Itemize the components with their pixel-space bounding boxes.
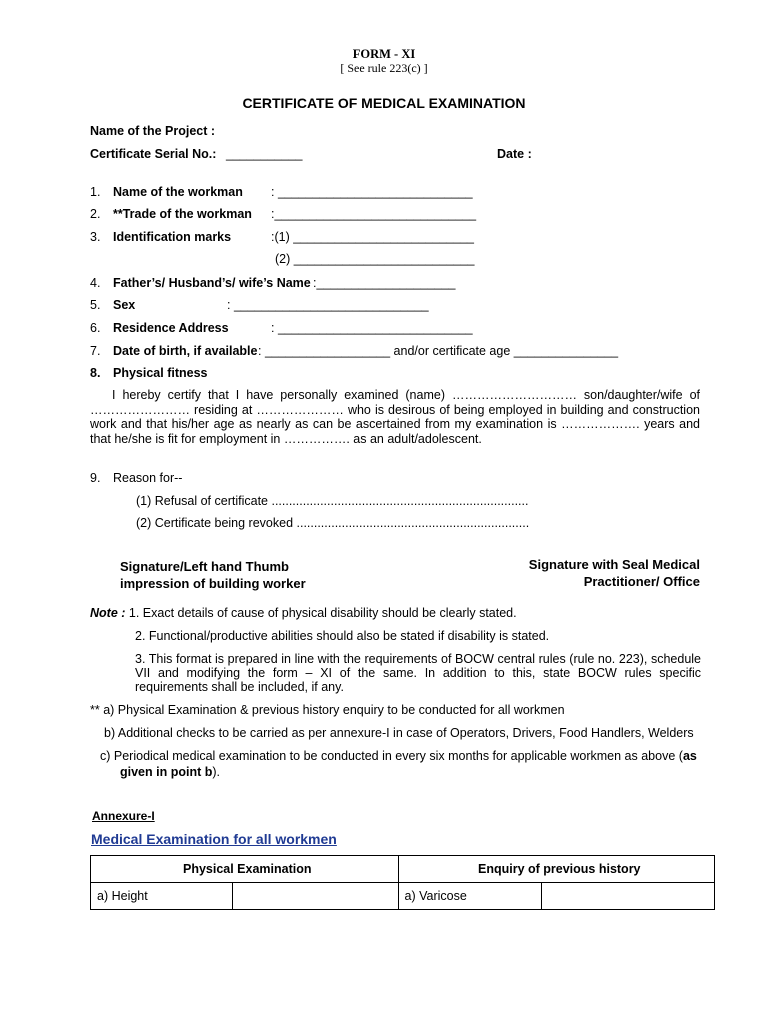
worker-signature-line-1: Signature/Left hand Thumb <box>120 559 289 574</box>
item-3-number: 3. <box>90 230 101 244</box>
item-3-label: Identification marks <box>113 230 232 244</box>
item-9-number: 9. <box>90 471 101 485</box>
item-3-field-1: :(1) __________________________ <box>271 230 474 244</box>
cell-height-label: a) Height <box>91 883 233 910</box>
note-3: 3. This format is prepared in line with the requirements of BOCW central rules (rule no. 223), schedule VII and modifying the form – XI of the same. In addition to this, state BOCW rules specific requirements shall be included, if any. <box>135 652 701 694</box>
date-label: Date : <box>497 147 532 161</box>
item-5-label: Sex <box>113 298 136 312</box>
subnote-c-text: c) Periodical medical examination to be conducted in every six months for applicable workmen as above ( <box>100 749 683 763</box>
item-8-label: Physical fitness <box>113 366 208 380</box>
worker-signature-line-2: impression of building worker <box>120 576 306 591</box>
table-header-row <box>91 856 715 883</box>
item-4-number: 4. <box>90 276 101 290</box>
header-physical-examination: Physical Examination <box>91 856 399 883</box>
cell-varicose-value <box>542 883 715 910</box>
page-title: CERTIFICATE OF MEDICAL EXAMINATION <box>242 95 526 111</box>
subnote-a: ** a) Physical Examination & previous history enquiry to be conducted for all workmen <box>90 703 565 717</box>
item-2-label: **Trade of the workman <box>113 207 252 221</box>
serial-label: Certificate Serial No.: <box>90 147 217 161</box>
item-2-field: :_____________________________ <box>271 207 477 221</box>
table-row <box>91 883 715 910</box>
item-6-field: : ____________________________ <box>271 321 473 335</box>
reason-revoked: (2) Certificate being revoked ................................................................... <box>136 516 530 530</box>
item-3-field-2: (2) __________________________ <box>275 252 475 266</box>
project-label: Name of the Project : <box>90 124 216 138</box>
cell-varicose-label: a) Varicose <box>398 883 542 910</box>
form-number: FORM - XI <box>352 47 416 61</box>
medical-signature-line-2: Practitioner/ Office <box>583 574 700 589</box>
subnote-b: b) Additional checks to be carried as per annexure-I in case of Operators, Drivers, Food Handlers, Welders <box>104 726 694 740</box>
annexure-label: Annexure-I <box>92 809 155 823</box>
item-5-number: 5. <box>90 298 101 312</box>
note-2: 2. Functional/productive abilities should also be stated if disability is stated. <box>135 629 550 643</box>
item-8-number: 8. <box>90 366 101 380</box>
subnote-c-line-1 <box>100 749 697 763</box>
item-5-field: : ____________________________ <box>227 298 429 312</box>
note-1 <box>90 606 517 620</box>
cell-height-value <box>232 883 398 910</box>
serial-blank: ___________ <box>226 147 303 161</box>
rule-reference: [ See rule 223(c) ] <box>340 61 428 75</box>
item-9-label: Reason for-- <box>113 471 183 485</box>
subnote-c-bold-1: as <box>682 749 697 763</box>
item-1-field: : ____________________________ <box>271 185 473 199</box>
item-1-label: Name of the workman <box>113 185 243 199</box>
medical-signature-line-1: Signature with Seal Medical <box>528 557 700 572</box>
subnote-c-line-2 <box>120 765 220 779</box>
item-7-label: Date of birth, if available <box>113 344 258 358</box>
note-1-text: 1. Exact details of cause of physical disability should be clearly stated. <box>125 606 517 620</box>
reason-refusal: (1) Refusal of certificate .......................................................................... <box>136 494 529 508</box>
item-7-field: : __________________ and/or certificate age _______________ <box>258 344 619 358</box>
item-7-number: 7. <box>90 344 101 358</box>
subnote-c-end: ). <box>212 765 220 779</box>
note-label: Note : <box>90 606 126 620</box>
item-6-number: 6. <box>90 321 101 335</box>
item-1-number: 1. <box>90 185 101 199</box>
item-4-label: Father’s/ Husband’s/ wife’s Name <box>113 276 311 290</box>
annexure-heading: Medical Examination for all workmen <box>91 831 337 847</box>
item-6-label: Residence Address <box>113 321 229 335</box>
subnote-c-bold-2: given in point b <box>120 765 213 779</box>
annexure-table <box>90 855 715 910</box>
item-4-field: :____________________ <box>313 276 456 290</box>
fitness-paragraph: I hereby certify that I have personally examined (name) ………………………… son/daughter/wife of …………………… residing at ………………… who is desirous of being employed in building and construction work and that his/her age as nearly as can be ascertained from my examination is ………………. years and that he/she is fit for employment in ……………. as an adult/adolescent. <box>90 388 700 446</box>
item-2-number: 2. <box>90 207 101 221</box>
header-previous-history: Enquiry of previous history <box>398 856 714 883</box>
